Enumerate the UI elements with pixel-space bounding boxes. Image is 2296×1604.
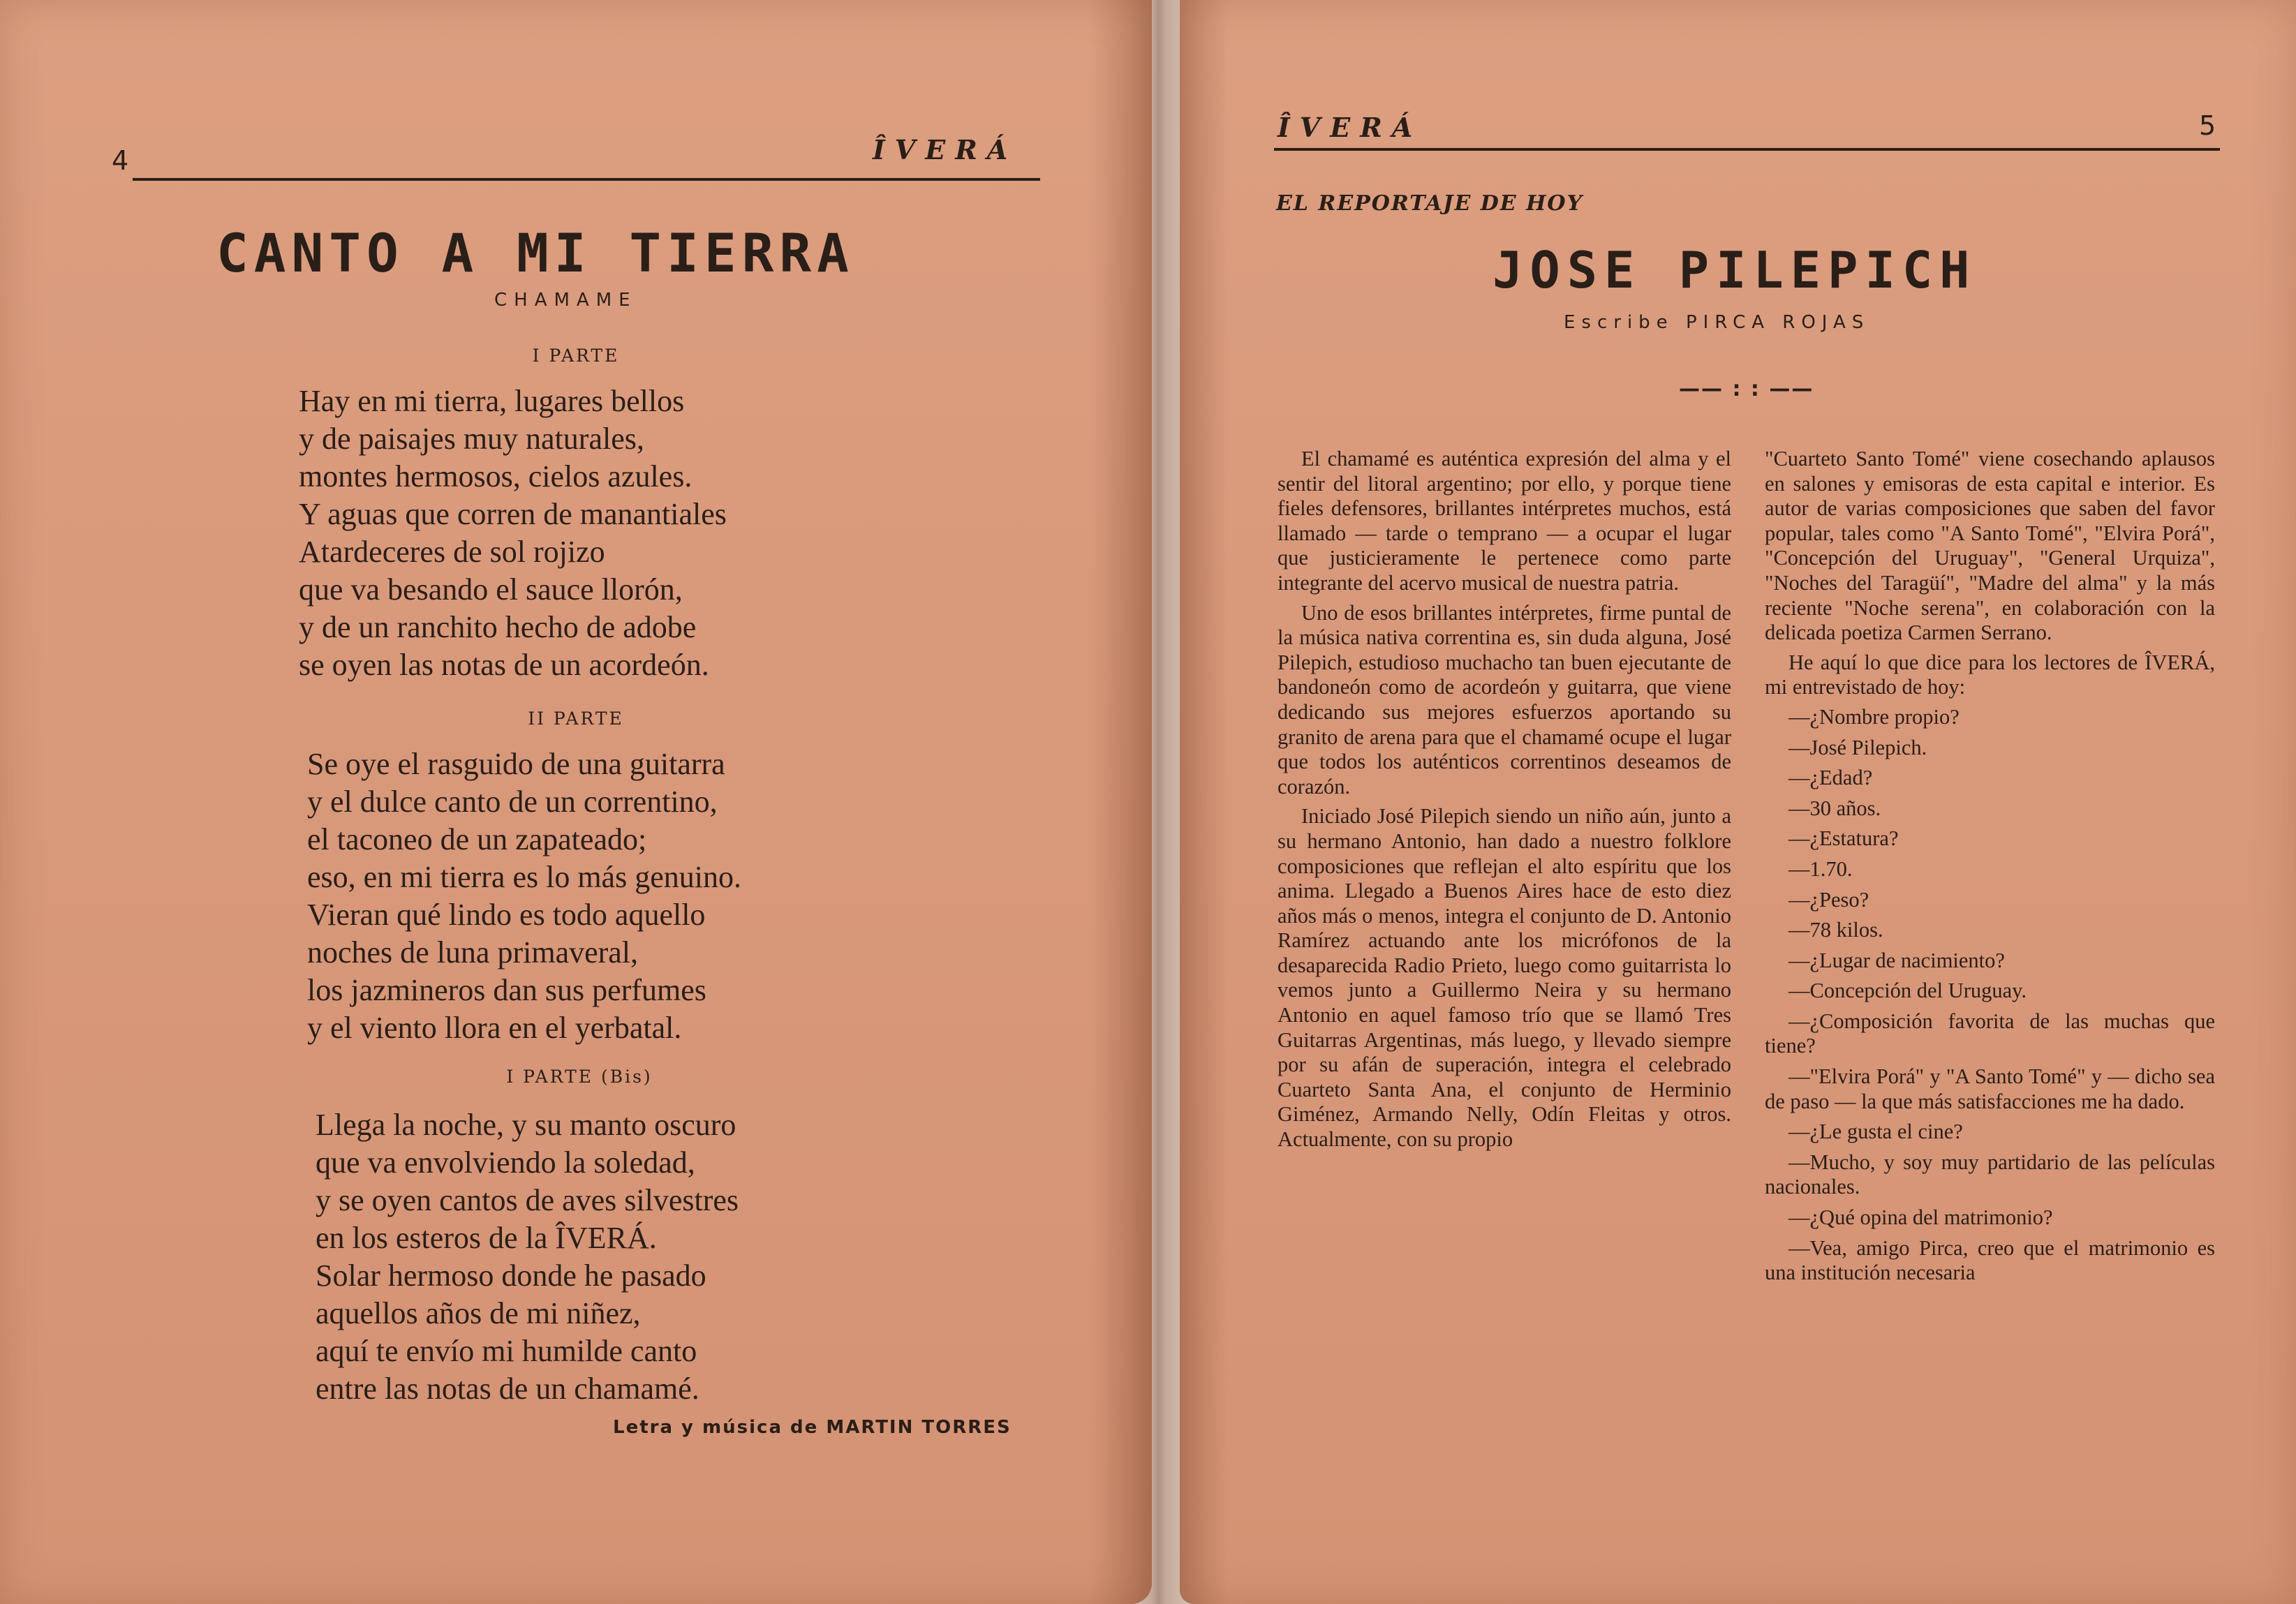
verse-line: y el viento llora en el yerbatal. [307,1011,682,1045]
verse-line: se oyen las notas de un acordeón. [299,648,709,682]
poem-title: CANTO A MI TIERRA [216,222,854,284]
verse-line: eso, en mi tierra es lo más genuino. [307,860,741,894]
left-page-number: 4 [112,145,129,176]
interview-line: —Concepción del Uruguay. [1788,979,2027,1003]
article-title: JOSE PILEPICH [1493,241,1977,299]
verse-line: el taconeo de un zapateado; [307,822,647,856]
article-column-left [1277,447,1731,1157]
interview-line: —Mucho, y soy muy partidario de las películas nacionales. [1765,1150,2215,1199]
verse-block-2 [307,745,741,1047]
section-label: EL REPORTAJE DE HOY [1276,191,1583,216]
interview-line: —Vea, amigo Pirca, creo que el matrimonio es una institución necesaria [1765,1235,2215,1285]
right-page-number: 5 [2199,110,2216,141]
interview-line: —30 años. [1788,796,1881,820]
interview-line: —¿Peso? [1788,887,1869,912]
interview-line: —"Elvira Porá" y "A Santo Tomé" y — dicho sea de paso — la que más satisfacciones me ha dado. [1765,1064,2215,1113]
verse-line: montes hermosos, cielos azules. [299,459,692,493]
verse-line: Y aguas que corren de manantiales [299,497,727,531]
article-column-right [1765,447,2215,1291]
interview-line: —¿Qué opina del matrimonio? [1788,1205,2053,1230]
interview-line: —¿Nombre propio? [1788,704,1960,729]
verse-line: y el dulce canto de un correntino, [307,785,718,819]
poem-credit: Letra y música de MARTIN TORRES [613,1417,1012,1438]
part-heading-2: II PARTE [528,708,624,729]
interview-line: —¿Composición favorita de las muchas que tiene? [1765,1009,2215,1058]
verse-block-3 [316,1106,739,1408]
article-paragraph: Iniciado José Pilepich siendo un niño aún, junto a su hermano Antonio, han dado a nuestro folklore composiciones que reflejan el alto espíritu que los anima. Llegado a Buenos Aires hace de esto diez años más o menos, integra el conjunto de D. Antonio Ramírez actuando ante los micrófonos de la desaparecida Radio Prieto, luego como guitarrista lo vemos junto a Guillermo Neira y su hermano Antonio en aquel famoso trío que se llamó Tres Guitarras Argentinas, más luego, y llevado siempre por su afán de superación, integra el celebrado Cuarteto Santa Ana, el conjunto de Herminio Giménez, Armando Nelly, Odín Fleitas y otros. Actualmente, con su propio [1277,804,1731,1152]
article-paragraph: El chamamé es auténtica expresión del alma y el sentir del litoral argentino; por ello, y porque tiene fieles defensores, brillantes intérpretes muchos, está llamado — tarde o temprano — a ocupar el lugar que justicieramente le pertenece como parte integrante del acervo musical de nuestra patria. [1277,447,1731,595]
verse-line: y de paisajes muy naturales, [299,422,644,456]
verse-line: los jazmineros dan sus perfumes [307,973,706,1007]
verse-line: que va besando el sauce llorón, [299,572,683,607]
interview-line: —¿Le gusta el cine? [1788,1120,1963,1144]
verse-line: que va envolviendo la soledad, [316,1145,695,1180]
article-paragraph: Uno de esos brillantes intérpretes, firme puntal de la música nativa correntina es, sin duda alguna, José Pilepich, estudioso muchacho tan buen ejecutante de bandoneón como de acordeón y guitarra, que viene dedicando sus mejores esfuerzos aportando su granito de arena para que el chamamé ocupe el lugar que todos los auténticos correntinos deseamos de corazón. [1277,600,1731,799]
verse-line: Atardeceres de sol rojizo [299,535,605,569]
verse-line: Hay en mi tierra, lugares bellos [299,384,685,418]
interview-line: —78 kilos. [1788,918,1883,942]
poem-subtitle: CHAMAME [494,290,637,311]
interview-line: —¿Lugar de nacimiento? [1788,948,2005,972]
verse-block-1 [299,383,727,684]
verse-line: Solar hermoso donde he pasado [316,1258,706,1293]
verse-line: Llega la noche, y su manto oscuro [316,1108,736,1142]
verse-line: aquí te envío mi humilde canto [316,1334,697,1368]
right-running-head: ÎVERÁ [1277,112,1423,143]
book-gutter [1089,0,1229,1604]
interview-line: —¿Edad? [1788,766,1873,790]
part-heading-1: I PARTE [532,346,620,366]
ornament-divider: —— : : —— [1679,377,1814,401]
article-paragraph: "Cuarteto Santo Tomé" viene cosechando aplausos en salones y emisoras de esta capital e interior. Es autor de varias composiciones que saben del favor popular, tales como "A Santo Tomé", "Elvira Porá", "Concepción del Uruguay", "General Urquiza", "Noches del Taragüí", "Madre del alma" y la más reciente "Noche serena", en colaboración con la delicada poetiza Carmen Serrano. [1765,447,2215,645]
verse-line: Se oye el rasguido de una guitarra [307,747,725,781]
interview-line: —1.70. [1788,856,1853,881]
verse-line: y de un ranchito hecho de adobe [299,610,697,644]
interview-line: —¿Estatura? [1788,826,1899,851]
verse-line: noches de luna primaveral, [307,935,639,970]
left-header-rule [133,178,1040,181]
article-byline: Escribe PIRCA ROJAS [1564,312,1870,333]
left-running-head: ÎVERÁ [873,134,1018,165]
verse-line: aquellos años de mi niñez, [316,1296,641,1330]
verse-line: Vieran qué lindo es todo aquello [307,898,706,932]
verse-line: en los esteros de la ÎVERÁ. [316,1221,657,1255]
article-paragraph: He aquí lo que dice para los lectores de ÎVERÁ, mi entrevistado de hoy: [1765,650,2215,699]
right-header-rule [1274,148,2220,151]
verse-line: y se oyen cantos de aves silvestres [316,1183,739,1217]
part-heading-3: I PARTE (Bis) [506,1067,653,1087]
interview-line: —José Pilepich. [1788,735,1927,759]
verse-line: entre las notas de un chamamé. [316,1372,699,1406]
